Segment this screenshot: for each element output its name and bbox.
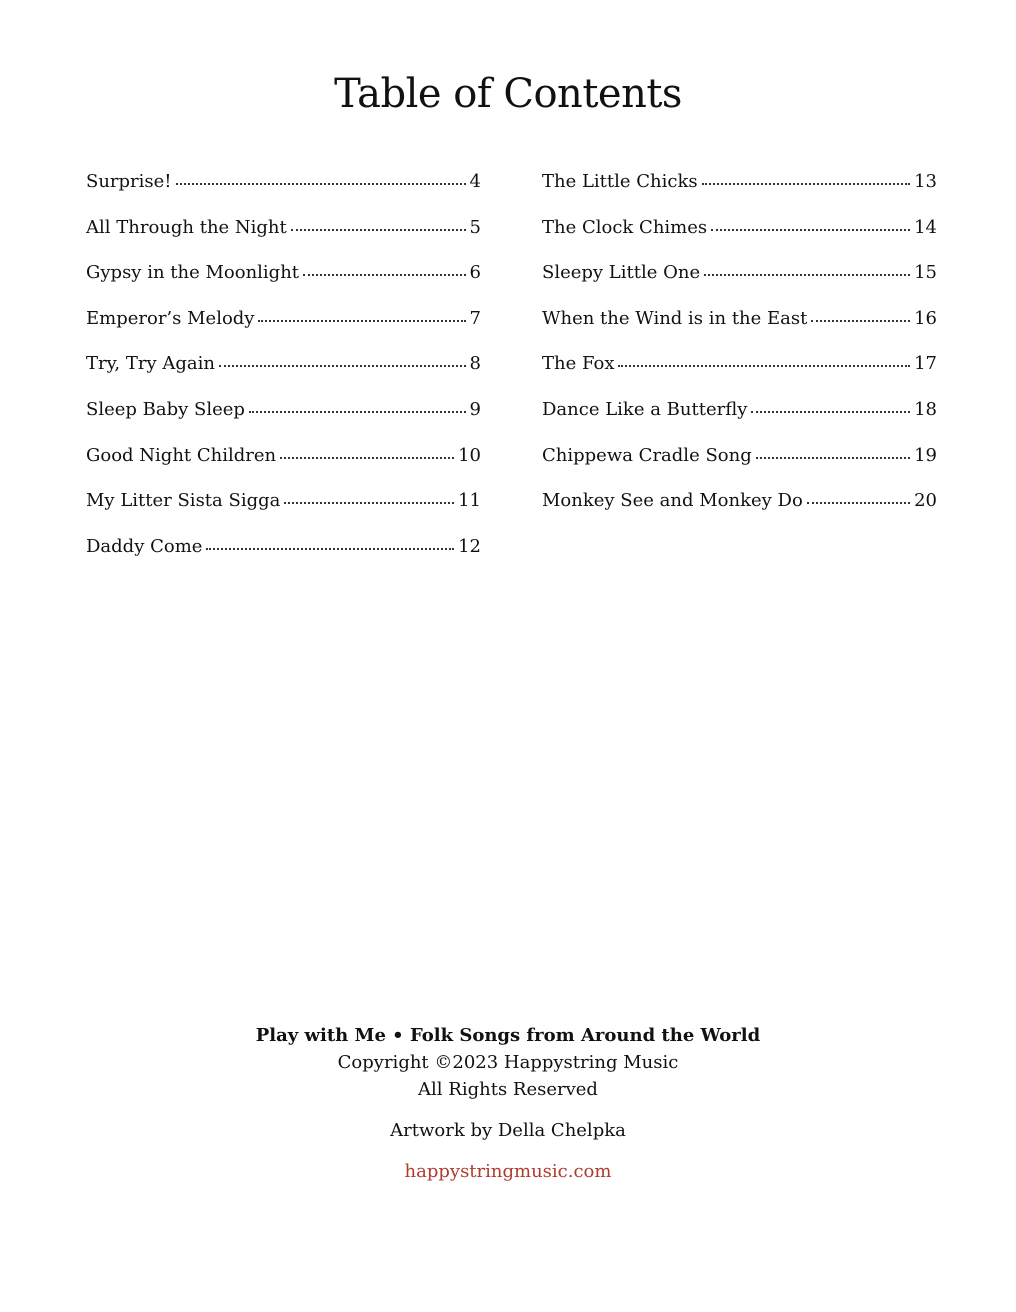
toc-entry-title: My Litter Sista Sigga: [86, 490, 281, 512]
dot-leader: [176, 167, 466, 187]
toc-entry-title: Chippewa Cradle Song: [542, 444, 752, 466]
toc-entry[interactable]: [86, 304, 481, 350]
toc-entry-page: 7: [469, 307, 481, 329]
toc-entry-page: 13: [914, 171, 937, 192]
toc-entry-title: Sleepy Little One: [542, 262, 701, 284]
spacer: [0, 1103, 1016, 1117]
toc-entry-page: 12: [458, 535, 481, 557]
website-link[interactable]: happystringmusic.com: [404, 1161, 612, 1182]
toc-entry-page: 5: [469, 216, 481, 238]
spacer: [0, 1144, 1016, 1158]
dot-leader: [807, 486, 910, 506]
dot-leader: [249, 395, 466, 415]
toc-entry-title: Dance Like a Butterfly: [542, 398, 748, 420]
footer: [0, 1022, 1016, 1185]
toc-entry[interactable]: [542, 441, 937, 487]
toc-entry[interactable]: [86, 167, 481, 213]
dot-leader: [258, 304, 465, 324]
rights-line: All Rights Reserved: [418, 1079, 598, 1100]
toc-entry-page: 6: [469, 262, 481, 284]
dot-leader: [811, 304, 910, 324]
artwork-credit: Artwork by Della Chelpka: [390, 1120, 626, 1141]
toc-entry-title: Sleep Baby Sleep: [86, 398, 245, 420]
toc-entry[interactable]: [86, 532, 481, 578]
toc-entry-page: 19: [914, 444, 937, 466]
toc-entry[interactable]: [542, 167, 937, 213]
dot-leader: [756, 441, 910, 461]
dot-leader: [618, 349, 910, 369]
toc-entry-page: 9: [469, 398, 481, 420]
toc-entry-page: 18: [914, 398, 937, 420]
toc-entry-title: Surprise!: [86, 171, 172, 192]
toc-entry-title: The Clock Chimes: [542, 216, 708, 238]
toc-entry-title: The Little Chicks: [542, 171, 698, 192]
toc-entry-page: 10: [458, 444, 481, 466]
toc-entry[interactable]: [86, 441, 481, 487]
dot-leader: [284, 486, 454, 506]
toc-entry-title: All Through the Night: [86, 216, 287, 238]
toc-entry[interactable]: [542, 395, 937, 441]
toc-entry-page: 15: [914, 262, 937, 284]
toc-entry-page: 8: [469, 353, 481, 375]
toc-entry[interactable]: [86, 258, 481, 304]
copyright-line: Copyright ©2023 Happystring Music: [337, 1052, 679, 1073]
toc-entry[interactable]: [542, 258, 937, 304]
toc-entry-title: When the Wind is in the East: [542, 307, 808, 329]
toc-entry[interactable]: [86, 486, 481, 532]
dot-leader: [704, 258, 910, 278]
dot-leader: [206, 532, 454, 552]
dot-leader: [280, 441, 454, 461]
toc-entry[interactable]: [86, 395, 481, 441]
toc-entry[interactable]: [86, 213, 481, 259]
toc-entry-page: 20: [914, 490, 937, 512]
dot-leader: [219, 349, 466, 369]
toc-entry-title: Try, Try Again: [86, 353, 215, 375]
toc-entry-page: 11: [458, 490, 481, 512]
toc-entry-page: 4: [469, 171, 481, 192]
book-title: Play with Me • Folk Songs from Around the World: [255, 1025, 761, 1046]
toc-entry[interactable]: [86, 349, 481, 395]
toc-entry-title: Monkey See and Monkey Do: [542, 490, 803, 512]
dot-leader: [702, 167, 910, 187]
toc-entry-page: 14: [914, 216, 937, 238]
toc-entry-page: 17: [914, 353, 937, 375]
dot-leader: [303, 258, 466, 278]
toc-entry[interactable]: [542, 486, 937, 532]
dot-leader: [291, 213, 466, 233]
toc-entry-title: Daddy Come: [86, 535, 203, 557]
toc-entry[interactable]: [542, 213, 937, 259]
toc-entry-title: The Fox: [542, 353, 615, 375]
toc-entry-title: Emperor’s Melody: [86, 307, 255, 329]
toc-entry-page: 16: [914, 307, 937, 329]
dot-leader: [711, 213, 910, 233]
dot-leader: [751, 395, 910, 415]
toc-entry-title: Good Night Children: [86, 444, 277, 466]
toc-entry[interactable]: [542, 349, 937, 395]
toc-entry[interactable]: [542, 304, 937, 350]
toc-column-right: [542, 167, 937, 532]
toc-column-left: [86, 167, 481, 577]
toc-entry-title: Gypsy in the Moonlight: [86, 262, 300, 284]
page-title: Table of Contents: [334, 71, 682, 117]
